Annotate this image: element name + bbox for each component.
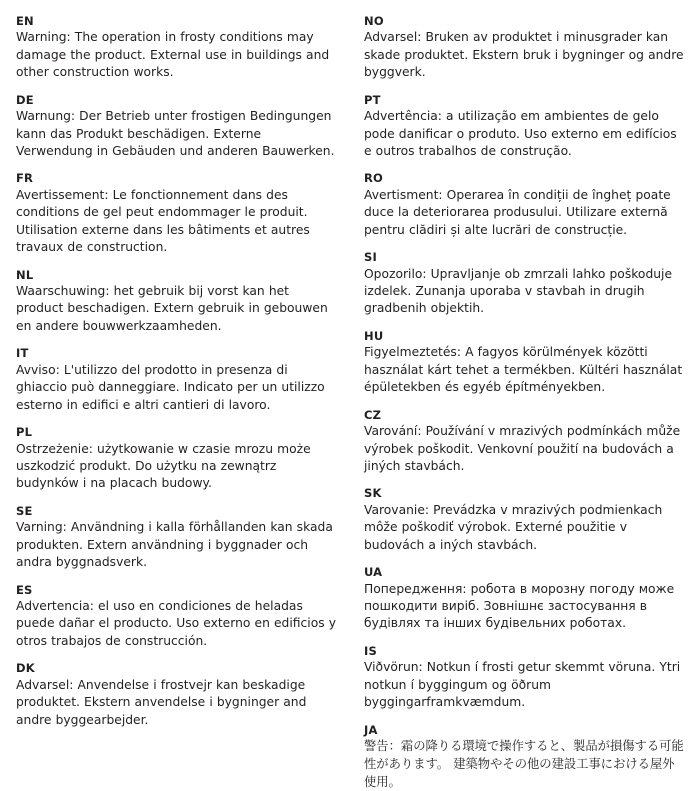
language-warning-text: Avertissement: Le fonctionnement dans des conditions de gel peut endommager le produit. Utilisation externe dans les bâtiments et autres travaux de construction. <box>16 187 310 255</box>
language-entry <box>364 565 686 633</box>
language-entry <box>364 723 686 791</box>
language-warning-text: Advertencia: el uso en condiciones de heladas puede dañar el producto. Uso externo en edificios y otros trabajos de construcción. <box>16 598 337 648</box>
language-code: FR <box>16 171 34 186</box>
language-code: RO <box>364 171 384 186</box>
language-warning-text: Varning: Användning i kalla förhållanden kan skada produkten. Extern användning i byggnader och andra byggnadsverk. <box>16 520 333 570</box>
language-code: IS <box>364 643 377 658</box>
language-code: CZ <box>364 407 382 422</box>
language-code: SI <box>364 250 377 265</box>
language-entry <box>16 171 338 256</box>
language-code: NO <box>364 14 384 28</box>
two-column-layout <box>16 14 684 789</box>
language-entry <box>364 329 686 397</box>
language-entry <box>16 14 338 82</box>
language-warning-text: Waarschuwing: het gebruik bij vorst kan het product beschadigen. Extern gebruik in gebouwen en andere bouwwerkzaamheden. <box>16 284 328 333</box>
language-warning-text: Warnung: Der Betrieb unter frostigen Bedingungen kann das Produkt beschädigen. Externe Verwendung in Gebäuden und anderen Bauwerken. <box>16 109 335 159</box>
language-code: ES <box>16 582 33 597</box>
language-warning-text: Advarsel: Bruken av produktet i minusgrader kan skade produktet. Ekstern bruk i bygninger og andre byggverk. <box>364 30 684 80</box>
language-entry <box>16 661 338 729</box>
language-code: DK <box>16 661 35 676</box>
language-warning-text: Warning: The operation in frosty conditions may damage the product. External use in buildings and other construction works. <box>16 30 330 80</box>
language-code: DE <box>16 92 34 107</box>
language-warning-text: Ostrzeżenie: użytkowanie w czasie mrozu może uszkodzić produkt. Do użytku na zewnątrz budynków i na placach budowy. <box>16 441 311 491</box>
language-entry <box>364 408 686 476</box>
language-code: HU <box>364 328 384 343</box>
language-warning-text: Opozorilo: Upravljanje ob zmrzali lahko poškoduje izdelek. Zunanja uporaba v stavbah in drugih gradbenih objektih. <box>364 266 673 316</box>
language-warning-text: Figyelmeztetés: A fagyos körülmények közötti használat kárt tehet a termékben. Kültéri használat épületekben és egyéb építményekben. <box>364 345 683 395</box>
language-code: NL <box>16 267 34 282</box>
language-warning-text: Advertência: a utilização em ambientes de gelo pode danificar o produto. Uso externo em edifícios e outros trabalhos de construção. <box>364 109 677 159</box>
language-entry <box>364 93 686 161</box>
language-entry <box>364 644 686 712</box>
language-code: SK <box>364 486 382 501</box>
language-entry <box>16 504 338 572</box>
language-warning-text: Varovanie: Prevádzka v mrazivých podmienkach môže poškodiť výrobok. Externé použitie v budovách a iných stavbách. <box>364 502 663 552</box>
language-code: PL <box>16 425 33 440</box>
language-code: UA <box>364 565 383 580</box>
language-code: IT <box>16 346 29 361</box>
language-entry <box>16 425 338 493</box>
language-code: JA <box>364 722 378 737</box>
language-entry <box>16 268 338 336</box>
language-warning-text: Advarsel: Anvendelse i frostvejr kan beskadige produktet. Ekstern anvendelse i bygninger and andre byggearbejder. <box>16 677 307 727</box>
language-entry <box>364 171 686 239</box>
language-entry <box>364 250 686 318</box>
language-warning-text: Попередження: робота в морозну погоду може пошкодити виріб. Зовнішнє застосування в будівлях та інших будівельних роботах. <box>364 581 675 631</box>
right-language-column <box>364 14 686 789</box>
language-warning-text: Varování: Používání v mrazivých podmínkách může výrobek poškodit. Venkovní použití na budovách a jiných stavbách. <box>364 424 681 473</box>
language-entry <box>16 93 338 161</box>
language-entry <box>364 14 686 82</box>
left-language-column <box>16 14 338 727</box>
language-code: EN <box>16 14 34 28</box>
language-code: SE <box>16 503 33 518</box>
language-warning-text: Avviso: L'utilizzo del prodotto in presenza di ghiaccio può danneggiare. Indicato per un utilizzo esterno in edifici e altri cantieri di lavoro. <box>16 362 325 412</box>
language-code: PT <box>364 92 381 107</box>
language-entry <box>16 346 338 414</box>
language-warning-text: 警告：霜の降りる環境で操作すると、製品が損傷する可能性があります。 建築物やその他の建設工事における屋外使用。 <box>364 738 684 789</box>
language-entry <box>364 486 686 554</box>
language-warning-text: Avertisment: Operarea în condiții de îngheț poate duce la deteriorarea produsului. Utilizare externă pentru clădiri și alte lucrări de construcție. <box>364 187 671 237</box>
language-warning-text: Viðvörun: Notkun í frosti getur skemmt vöruna. Ytri notkun í byggingum og öðrum byggingarframkvæmdum. <box>364 660 681 710</box>
language-entry <box>16 583 338 651</box>
